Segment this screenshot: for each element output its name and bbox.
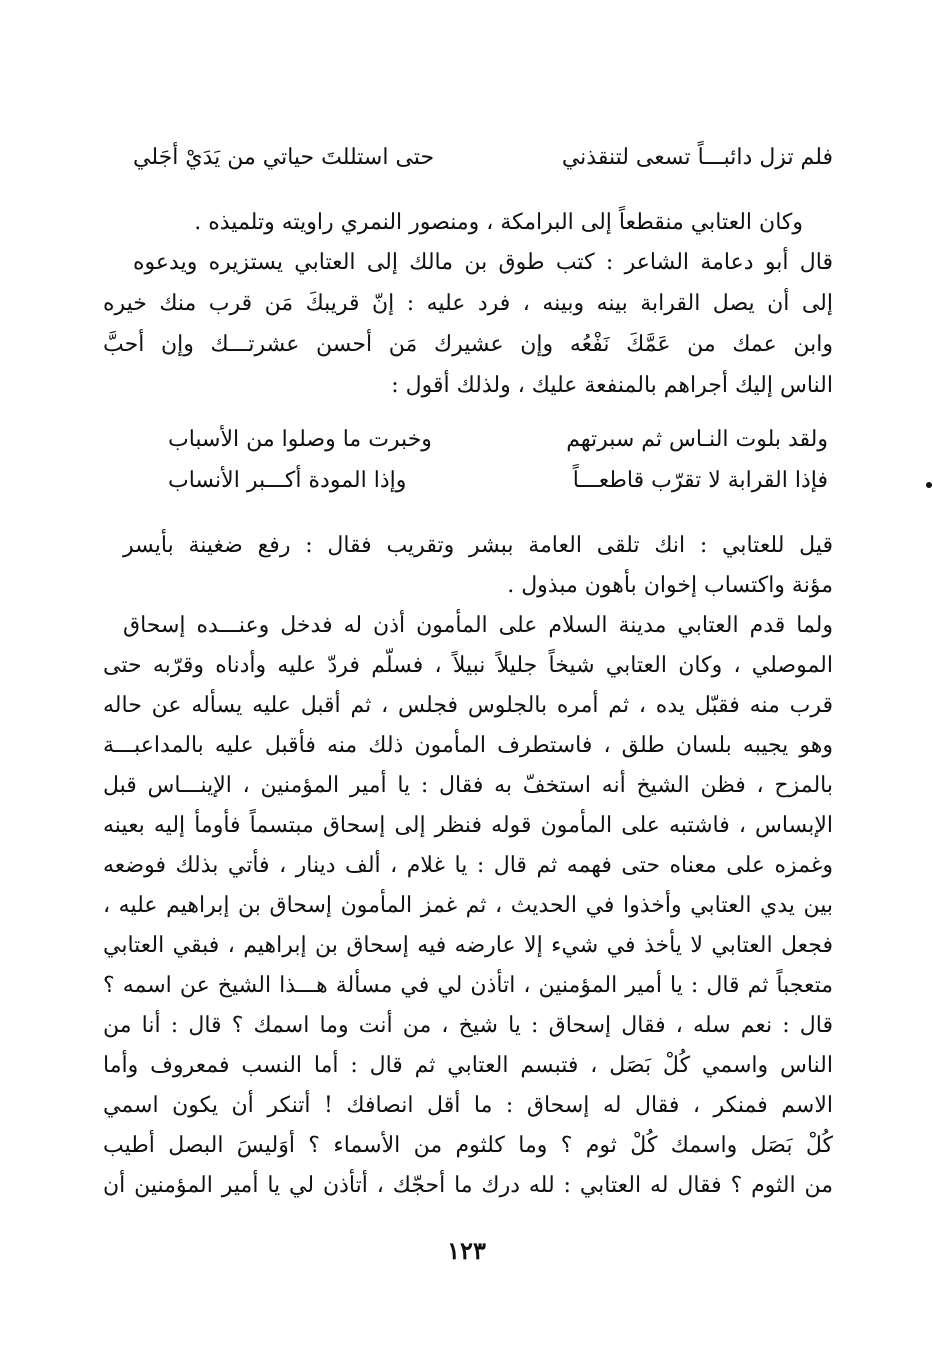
paragraph-1-line-1: وكان العتابي منقطعاً إلى البرامكة ، ومنصور النمري راويته وتلميذه .: [194, 210, 803, 235]
paragraph-4-line-8: بين يدي العتابي وأخذوا في الحديث ، ثم غمز المأمون إسحاق بن إبراهيم عليه ،: [103, 893, 833, 918]
paragraph-4-line-9: فجعل العتابي لا يأخذ في شيء إلا عارضه فيه إسحاق بن إبراهيم ، فبقي العتابي: [103, 933, 833, 958]
paragraph-2-line-4: الناس إليك أجراهم بالمنفعة عليك ، ولذلك أقول :: [391, 373, 833, 398]
hemistich-first: فإذا القرابة لا تقرّب قاطعـــاً: [572, 468, 828, 493]
paragraph-4-line-4: وهو يجيبه بلسان طلق ، فاستطرف المأمون ذلك منه فأقبل عليه بالمداعبـــة: [103, 733, 833, 758]
paragraph-4-line-12: الناس واسمي كُلْ بَصَل ، فتبسم العتابي ثم قال : أما النسب فمعروف وأما: [103, 1053, 833, 1078]
paragraph-4-line-7: وغمزه على معناه حتى فهمه ثم قال : يا غلام ، ألف دينار ، فأتي بذلك فوضعه: [103, 853, 833, 878]
hemistich-second: وإذا المودة أكـــبر الأنساب: [168, 468, 407, 493]
paragraph-3-line-1: قيل للعتابي : انك تلقى العامة ببشر وتقريب فقال : رفع ضغينة بأيسر: [123, 533, 833, 558]
paragraph-3-line-2: مؤنة واكتساب إخوان بأهون مبذول .: [507, 573, 833, 598]
paragraph-4-line-5: بالمزح ، فظن الشيخ أنه استخفّ به فقال : يا أمير المؤمنين ، الإينـــاس قبل: [103, 773, 833, 798]
paragraph-4-line-10: متعجباً ثم قال : يا أمير المؤمنين ، اتأذن لي في مسألة هـــذا الشيخ عن اسمه ؟: [103, 973, 833, 998]
opening-verse: [133, 143, 833, 173]
page-number: ١٢٣: [447, 1236, 486, 1265]
paragraph-2-line-2: إلى أن يصل القرابة بينه وبينه ، فرد عليه : إنّ قريبكَ مَن قرب منك خيره: [103, 291, 833, 316]
paragraph-4-line-2: الموصلي ، وكان العتابي شيخاً جليلاً نبيلاً ، فسلّم فردّ عليه وأدناه وقرّبه حتى: [103, 653, 833, 678]
paragraph-4-line-6: الإبساس ، فاشتبه على المأمون قوله فنظر إلى إسحاق مبتسماً فأومأ إليه بعينه: [103, 813, 833, 838]
paragraph-4-line-15: من الثوم ؟ فقال له العتابي : لله درك ما أحجّك ، أتأذن لي يا أمير المؤمنين أن: [103, 1173, 833, 1198]
paragraph-2-line-1: قال أبو دعامة الشاعر : كتب طوق بن مالك إلى العتابي يستزيره ويدعوه: [133, 250, 833, 275]
paragraph-4-line-14: كُلْ بَصَل واسمك كُلْ ثوم ؟ وما كلثوم من الأسماء ؟ أوَليسَ البصل أطيب: [103, 1133, 833, 1158]
margin-dot: [926, 482, 932, 488]
verse-2: [168, 466, 828, 496]
paragraph-4-line-3: قرب منه فقبّل يده ، ثم أمره بالجلوس فجلس ، ثم أقبل عليه يسأله عن حاله: [103, 693, 833, 718]
hemistich-first: ولقد بلوت النـاس ثم سبرتهم: [566, 427, 828, 452]
hemistich-first: فلم تزل دائبـــاً تسعى لتنقذني: [561, 145, 833, 170]
hemistich-second: حتى استللتَ حياتي من يَدَيْ أجَلي: [133, 145, 435, 170]
paragraph-4-line-1: ولما قدم العتابي مدينة السلام على المأمون أذن له فدخل وعنـــده إسحاق: [123, 613, 833, 638]
paragraph-4-line-13: الاسم فمنكر ، فقال له إسحاق : ما أقل انصافك ! أتنكر أن يكون اسمي: [103, 1093, 833, 1118]
paragraph-2-line-3: وابن عمك من عَمَّكَ نَفْعُه وإن عشيرك مَن أحسن عشرتـــك وإن أحبَّ: [103, 332, 833, 357]
hemistich-second: وخبرت ما وصلوا من الأسباب: [168, 427, 432, 452]
paragraph-4-line-11: قال : نعم سله ، فقال إسحاق : يا شيخ ، من أنت وما اسمك ؟ قال : أنا من: [103, 1013, 833, 1038]
verse-1: [168, 425, 828, 455]
